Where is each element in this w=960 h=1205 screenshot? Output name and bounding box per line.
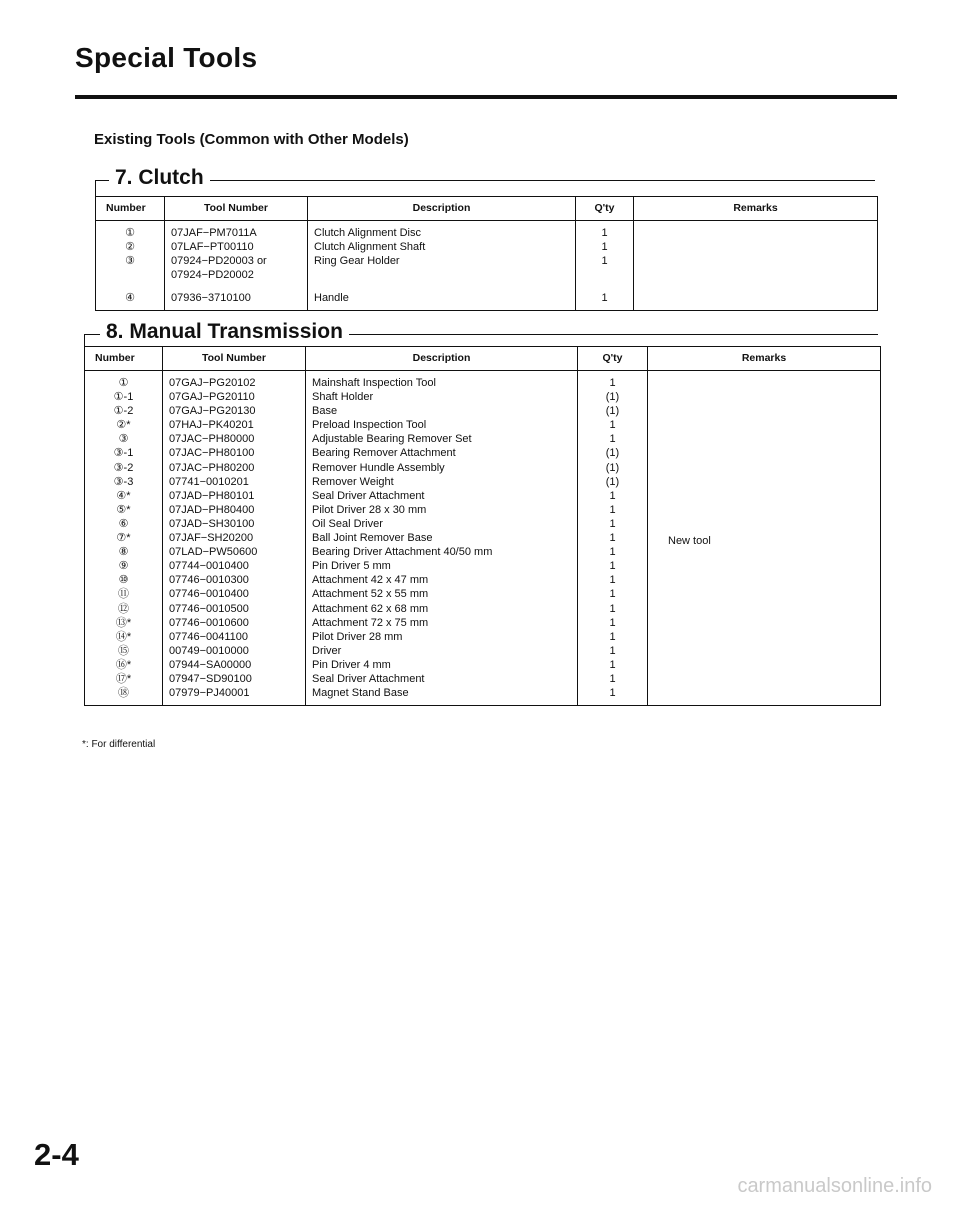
tool-number-cell: 07947−SD90100 — [163, 672, 306, 686]
number-cell: ④* — [116, 489, 131, 502]
number-cell: ⑰* — [115, 672, 132, 685]
qty-cell: 1 — [578, 672, 648, 686]
watermark: carmanualsonline.info — [737, 1175, 932, 1197]
qty-cell — [576, 268, 634, 282]
description-cell: Attachment 72 x 75 mm — [306, 616, 578, 630]
qty-cell: 1 — [576, 240, 634, 254]
column-header-remarks: Remarks — [648, 347, 881, 371]
page-number: 2-4 — [34, 1137, 79, 1172]
remarks-cell — [634, 221, 878, 311]
clutch-bracket — [95, 180, 106, 197]
tool-number-cell: 07LAF−PT00110 — [165, 240, 308, 254]
description-cell: Clutch Alignment Disc — [308, 221, 576, 241]
number-cell: ①-1 — [113, 391, 134, 404]
tool-number-cell: 07746−0010600 — [163, 616, 306, 630]
tool-number-cell: 07944−SA00000 — [163, 658, 306, 672]
number-cell: ⑦* — [116, 532, 131, 545]
tool-number-cell: 07JAC−PH80000 — [163, 432, 306, 446]
qty-cell: 1 — [578, 630, 648, 644]
clutch-heading: 7. Clutch — [109, 166, 210, 190]
tool-number-cell: 07HAJ−PK40201 — [163, 418, 306, 432]
tool-number-cell: 07LAD−PW50600 — [163, 545, 306, 559]
description-cell: Seal Driver Attachment — [306, 672, 578, 686]
table-header-row — [85, 347, 881, 371]
number-cell: ③ — [125, 255, 135, 268]
number-cell: ③-1 — [113, 447, 134, 460]
clutch-table — [95, 196, 878, 311]
column-header-number: Number — [85, 347, 163, 371]
qty-cell: 1 — [578, 559, 648, 573]
number-cell: ② — [125, 241, 135, 254]
number-cell: ②* — [116, 419, 131, 432]
number-cell: ① — [118, 377, 129, 389]
tool-number-cell: 07746−0010500 — [163, 602, 306, 616]
qty-cell: (1) — [578, 475, 648, 489]
tool-number-cell: 07JAF−PM7011A — [165, 221, 308, 241]
qty-cell: 1 — [576, 282, 634, 311]
tool-number-cell: 07JAF−SH20200 — [163, 531, 306, 545]
description-cell: Ball Joint Remover Base — [306, 531, 578, 545]
qty-cell: 1 — [578, 517, 648, 531]
description-cell: Handle — [308, 282, 576, 311]
description-cell: Pin Driver 4 mm — [306, 658, 578, 672]
qty-cell: (1) — [578, 446, 648, 460]
number-cell: ①-2 — [113, 405, 134, 418]
number-cell: ⑥ — [118, 517, 129, 530]
qty-cell: 1 — [578, 644, 648, 658]
tool-number-cell: 07GAJ−PG20102 — [163, 371, 306, 391]
number-cell: ⑪ — [118, 588, 129, 601]
title-rule — [75, 95, 897, 99]
number-cell: ④ — [125, 292, 135, 305]
qty-cell: 1 — [578, 371, 648, 391]
description-cell: Attachment 52 x 55 mm — [306, 587, 578, 601]
description-cell: Pilot Driver 28 x 30 mm — [306, 503, 578, 517]
footnote: *: For differential — [82, 739, 156, 750]
qty-cell: (1) — [578, 404, 648, 418]
number-cell: ③-2 — [113, 461, 134, 474]
number-cell: ③ — [118, 433, 129, 446]
description-cell: Pilot Driver 28 mm — [306, 630, 578, 644]
description-cell: Clutch Alignment Shaft — [308, 240, 576, 254]
description-cell: Remover Hundle Assembly — [306, 461, 578, 475]
tool-number-cell: 07924−PD20003 or — [165, 254, 308, 268]
tool-number-cell: 07746−0010300 — [163, 573, 306, 587]
number-cell: ⑯* — [115, 658, 132, 671]
qty-cell: 1 — [578, 503, 648, 517]
tool-number-cell: 07924−PD20002 — [165, 268, 308, 282]
number-cell: ⑩ — [118, 574, 129, 587]
description-cell: Seal Driver Attachment — [306, 489, 578, 503]
tool-number-cell: 07JAC−PH80200 — [163, 461, 306, 475]
description-cell: Adjustable Bearing Remover Set — [306, 432, 578, 446]
qty-cell: (1) — [578, 390, 648, 404]
qty-cell: 1 — [578, 418, 648, 432]
number-cell: ③-3 — [113, 475, 134, 488]
qty-cell: 1 — [578, 531, 648, 545]
qty-cell: 1 — [578, 545, 648, 559]
number-cell: ⑭* — [115, 630, 132, 643]
description-cell: Shaft Holder — [306, 390, 578, 404]
description-cell: Attachment 62 x 68 mm — [306, 602, 578, 616]
number-cell: ⑮ — [118, 644, 129, 657]
qty-cell: 1 — [578, 602, 648, 616]
description-cell: Mainshaft Inspection Tool — [306, 371, 578, 391]
description-cell — [308, 268, 576, 282]
description-cell: Base — [306, 404, 578, 418]
description-cell: Driver — [306, 644, 578, 658]
tool-number-cell: 07746−0010400 — [163, 587, 306, 601]
tool-number-cell: 07JAD−PH80101 — [163, 489, 306, 503]
remarks-cell: New tool — [648, 371, 881, 706]
qty-cell: 1 — [578, 587, 648, 601]
qty-cell: 1 — [578, 616, 648, 630]
clutch-heading-line — [95, 180, 875, 181]
column-header-remarks: Remarks — [634, 197, 878, 221]
qty-cell: 1 — [578, 658, 648, 672]
qty-cell: 1 — [576, 221, 634, 241]
tool-number-cell: 07GAJ−PG20110 — [163, 390, 306, 404]
column-header-description: Description — [308, 197, 576, 221]
tool-number-cell: 07746−0041100 — [163, 630, 306, 644]
number-cell: ① — [125, 227, 135, 239]
tool-number-cell: 07JAD−SH30100 — [163, 517, 306, 531]
number-cell: ⑱ — [118, 687, 129, 700]
qty-cell: 1 — [578, 432, 648, 446]
tool-number-cell: 07JAD−PH80400 — [163, 503, 306, 517]
description-cell: Bearing Driver Attachment 40/50 mm — [306, 545, 578, 559]
description-cell: Bearing Remover Attachment — [306, 446, 578, 460]
number-cell: ⑤* — [116, 503, 131, 516]
tool-number-cell: 07JAC−PH80100 — [163, 446, 306, 460]
table-header-row — [96, 197, 878, 221]
column-header-description: Description — [306, 347, 578, 371]
number-cell: ⑬* — [115, 616, 132, 629]
tool-number-cell: 07744−0010400 — [163, 559, 306, 573]
number-cell: ⑧ — [118, 546, 129, 559]
number-cell: ⑫ — [118, 602, 129, 615]
column-header-qty: Q'ty — [576, 197, 634, 221]
manual-table — [84, 346, 881, 706]
table-row — [85, 371, 881, 391]
tool-number-cell: 07936−3710100 — [165, 282, 308, 311]
column-header-tool-number: Tool Number — [163, 347, 306, 371]
table-row — [96, 221, 878, 241]
description-cell: Remover Weight — [306, 475, 578, 489]
qty-cell: 1 — [578, 686, 648, 706]
column-header-number: Number — [96, 197, 165, 221]
column-header-tool-number: Tool Number — [165, 197, 308, 221]
qty-cell: (1) — [578, 461, 648, 475]
tool-number-cell: 07GAJ−PG20130 — [163, 404, 306, 418]
description-cell: Preload Inspection Tool — [306, 418, 578, 432]
description-cell: Attachment 42 x 47 mm — [306, 573, 578, 587]
description-cell: Magnet Stand Base — [306, 686, 578, 706]
manual-heading: 8. Manual Transmission — [100, 320, 349, 344]
qty-cell: 1 — [578, 489, 648, 503]
description-cell: Ring Gear Holder — [308, 254, 576, 268]
tool-number-cell: 00749−0010000 — [163, 644, 306, 658]
number-cell: ⑨ — [118, 560, 129, 573]
page-title: Special Tools — [75, 42, 258, 73]
tool-number-cell: 07741−0010201 — [163, 475, 306, 489]
qty-cell: 1 — [576, 254, 634, 268]
column-header-qty: Q'ty — [578, 347, 648, 371]
tool-number-cell: 07979−PJ40001 — [163, 686, 306, 706]
description-cell: Oil Seal Driver — [306, 517, 578, 531]
description-cell: Pin Driver 5 mm — [306, 559, 578, 573]
page-subtitle: Existing Tools (Common with Other Models) — [94, 131, 409, 148]
number-cell — [96, 268, 165, 282]
qty-cell: 1 — [578, 573, 648, 587]
